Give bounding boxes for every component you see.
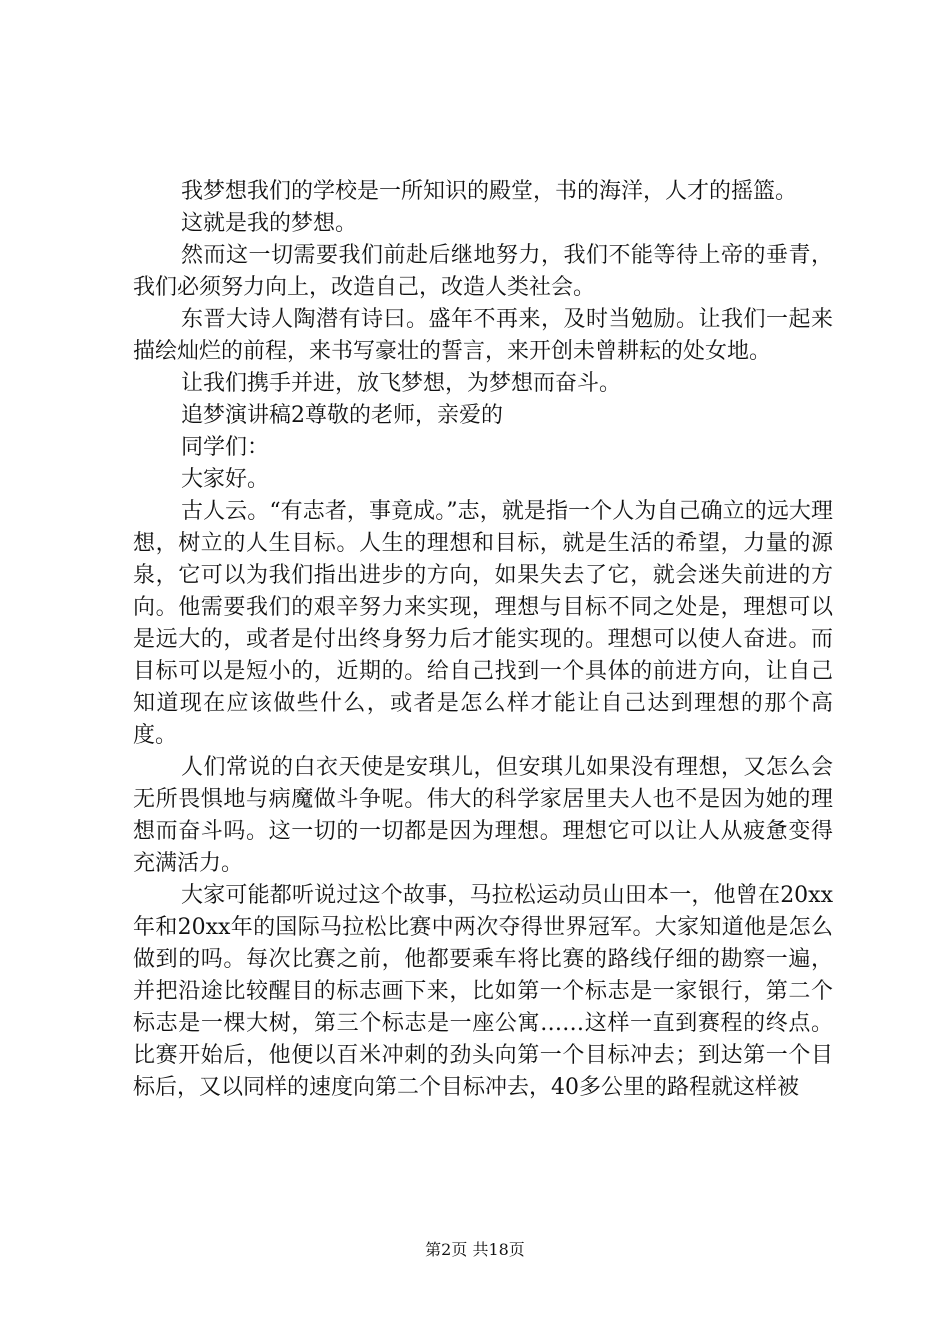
paragraph-greeting: 大家好。 [181, 467, 270, 492]
paragraph-school-dream: 我梦想我们的学校是一所知识的殿堂，书的海洋，人才的摇篮。 [181, 179, 798, 204]
document-body [133, 176, 833, 1104]
paragraph-angel-curie: 人们常说的白衣天使是安琪儿，但安琪儿如果没有理想，又怎么会无所畏惧地与病魔做斗争呢。伟大的科学家居里夫人也不是因为她的理想而奋斗吗。这一切的一切都是因为理想。理想它可以让人从疲惫变得充满活力。 [133, 755, 833, 876]
paragraph-speech-2-title: 追梦演讲稿2尊敬的老师，亲爱的 [181, 403, 503, 428]
page-number-footer: 第2页 共18页 [425, 1240, 525, 1259]
paragraph-marathon-story: 大家可能都听说过这个故事，马拉松运动员山田本一，他曾在20xx年和20xx年的国际马拉松比赛中两次夺得世界冠军。大家知道他是怎么做到的吗。每次比赛之前，他都要乘车将比赛的路线仔细的勘察一遍，并把沿途比较醒目的标志画下来，比如第一个标志是一家银行，第二个标志是一棵大树，第三个标志是一座公寓……这样一直到赛程的终点。比赛开始后，他便以百米冲刺的劲头向第一个目标冲去；到达第一个目标后，又以同样的速度向第二个目标冲去，40多公里的路程就这样被 [133, 883, 833, 1100]
paragraph-classmates: 同学们： [181, 435, 270, 460]
paragraph-this-is-my-dream: 这就是我的梦想。 [181, 211, 358, 236]
paragraph-hand-in-hand: 让我们携手并进，放飞梦想，为梦想而奋斗。 [181, 371, 622, 396]
paragraph-ideals-and-goals: 古人云。“有志者，事竟成。”志，就是指一个人为自己确立的远大理想，树立的人生目标。人生的理想和目标，就是生活的希望，力量的源泉，它可以为我们指出进步的方向，如果失去了它，就会迷失前进的方向。他需要我们的艰辛努力来实现，理想与目标不同之处是，理想可以是远大的，或者是付出终身努力后才能实现的。理想可以使人奋进。而目标可以是短小的，近期的。给自己找到一个具体的前进方向，让自己知道现在应该做些什么，或者是怎么样才能让自己达到理想的那个高度。 [133, 499, 833, 748]
paragraph-effort: 然而这一切需要我们前赴后继地努力，我们不能等待上帝的垂青，我们必须努力向上，改造自己，改造人类社会。 [133, 243, 833, 300]
paragraph-tao-qian-poem: 东晋大诗人陶潜有诗曰。盛年不再来，及时当勉励。让我们一起来描绘灿烂的前程，来书写豪壮的誓言，来开创未曾耕耘的处女地。 [133, 307, 833, 364]
